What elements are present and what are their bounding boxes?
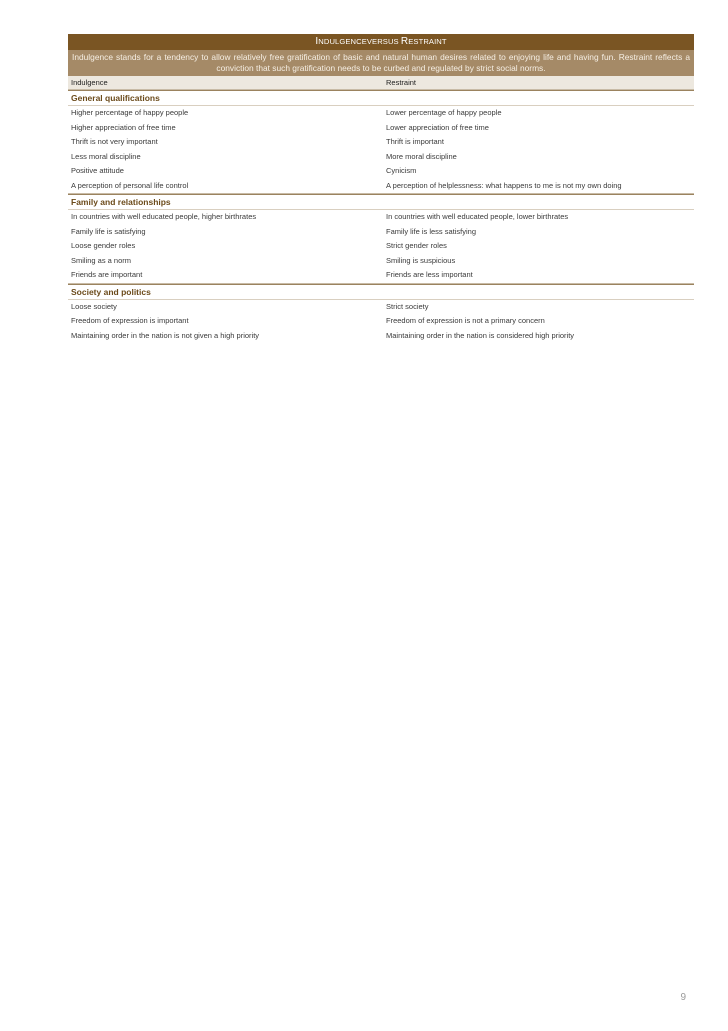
table-row <box>68 135 694 150</box>
restraint-cell: Maintaining order in the nation is considered high priority <box>386 330 575 340</box>
restraint-cell: Freedom of expression is not a primary concern <box>386 316 545 325</box>
indulgence-cell: Loose society <box>71 301 117 311</box>
section-heading: Family and relationships <box>68 194 694 210</box>
indulgence-cell: A perception of personal life control <box>71 180 189 190</box>
table-description: Indulgence stands for a tendency to allow relatively free gratification of basic and natural human desires related to enjoying life and having fun. Restraint reflects a conviction that such gratification needs to be curbed and regulated by strict social norms. <box>68 50 694 76</box>
title-cap-1: I <box>315 36 319 47</box>
restraint-cell: Smiling is suspicious <box>386 255 456 265</box>
indulgence-cell: Positive attitude <box>71 166 124 175</box>
restraint-cell: Thrift is important <box>386 137 444 146</box>
indulgence-cell: Loose gender roles <box>71 241 136 250</box>
indulgence-cell: Higher percentage of happy people <box>71 108 189 117</box>
table-row <box>68 106 694 121</box>
page-number: 9 <box>680 992 686 1003</box>
table-row <box>68 179 694 195</box>
table-row <box>68 314 694 329</box>
title-small-1: NDULGENCE <box>318 37 367 46</box>
indulgence-cell: Friends are important <box>71 270 143 279</box>
restraint-cell: Strict gender roles <box>386 241 447 250</box>
table-row <box>68 121 694 136</box>
restraint-cell: Friends are less important <box>386 270 473 279</box>
indulgence-cell: Family life is satisfying <box>71 226 146 236</box>
column-header-indulgence: Indulgence <box>71 78 108 87</box>
table-row <box>68 254 694 269</box>
restraint-cell: Strict society <box>386 301 429 311</box>
table-row <box>68 210 694 225</box>
table-title <box>68 34 694 50</box>
table-row <box>68 150 694 165</box>
title-small-2: ESTRAINT <box>408 37 447 46</box>
table-row <box>68 329 694 344</box>
table-row <box>68 225 694 240</box>
indulgence-cell: Higher appreciation of free time <box>71 122 176 132</box>
restraint-cell: More moral discipline <box>386 151 457 161</box>
section-heading: Society and politics <box>68 284 694 300</box>
restraint-cell: A perception of helplessness: what happens to me is not my own doing <box>386 180 622 190</box>
indulgence-cell: Maintaining order in the nation is not given a high priority <box>71 330 260 340</box>
table-row <box>68 268 694 284</box>
section-heading: General qualifications <box>68 90 694 106</box>
restraint-cell: Cynicism <box>386 166 417 175</box>
title-cap-2: R <box>400 36 409 47</box>
comparison-table <box>68 34 694 343</box>
table-row <box>68 300 694 315</box>
title-mid: VERSUS <box>366 37 401 46</box>
indulgence-cell: Less moral discipline <box>71 151 141 161</box>
indulgence-cell: Smiling as a norm <box>71 255 132 265</box>
column-header-restraint: Restraint <box>386 78 417 87</box>
restraint-cell: Lower appreciation of free time <box>386 122 489 132</box>
column-header-row <box>68 76 694 90</box>
indulgence-cell: Thrift is not very important <box>71 137 158 146</box>
restraint-cell: In countries with well educated people, lower birthrates <box>386 212 569 221</box>
restraint-cell: Lower percentage of happy people <box>386 108 502 117</box>
indulgence-cell: Freedom of expression is important <box>71 316 189 325</box>
table-row <box>68 239 694 254</box>
restraint-cell: Family life is less satisfying <box>386 226 477 236</box>
indulgence-cell: In countries with well educated people, higher birthrates <box>71 212 257 221</box>
table-row <box>68 164 694 179</box>
